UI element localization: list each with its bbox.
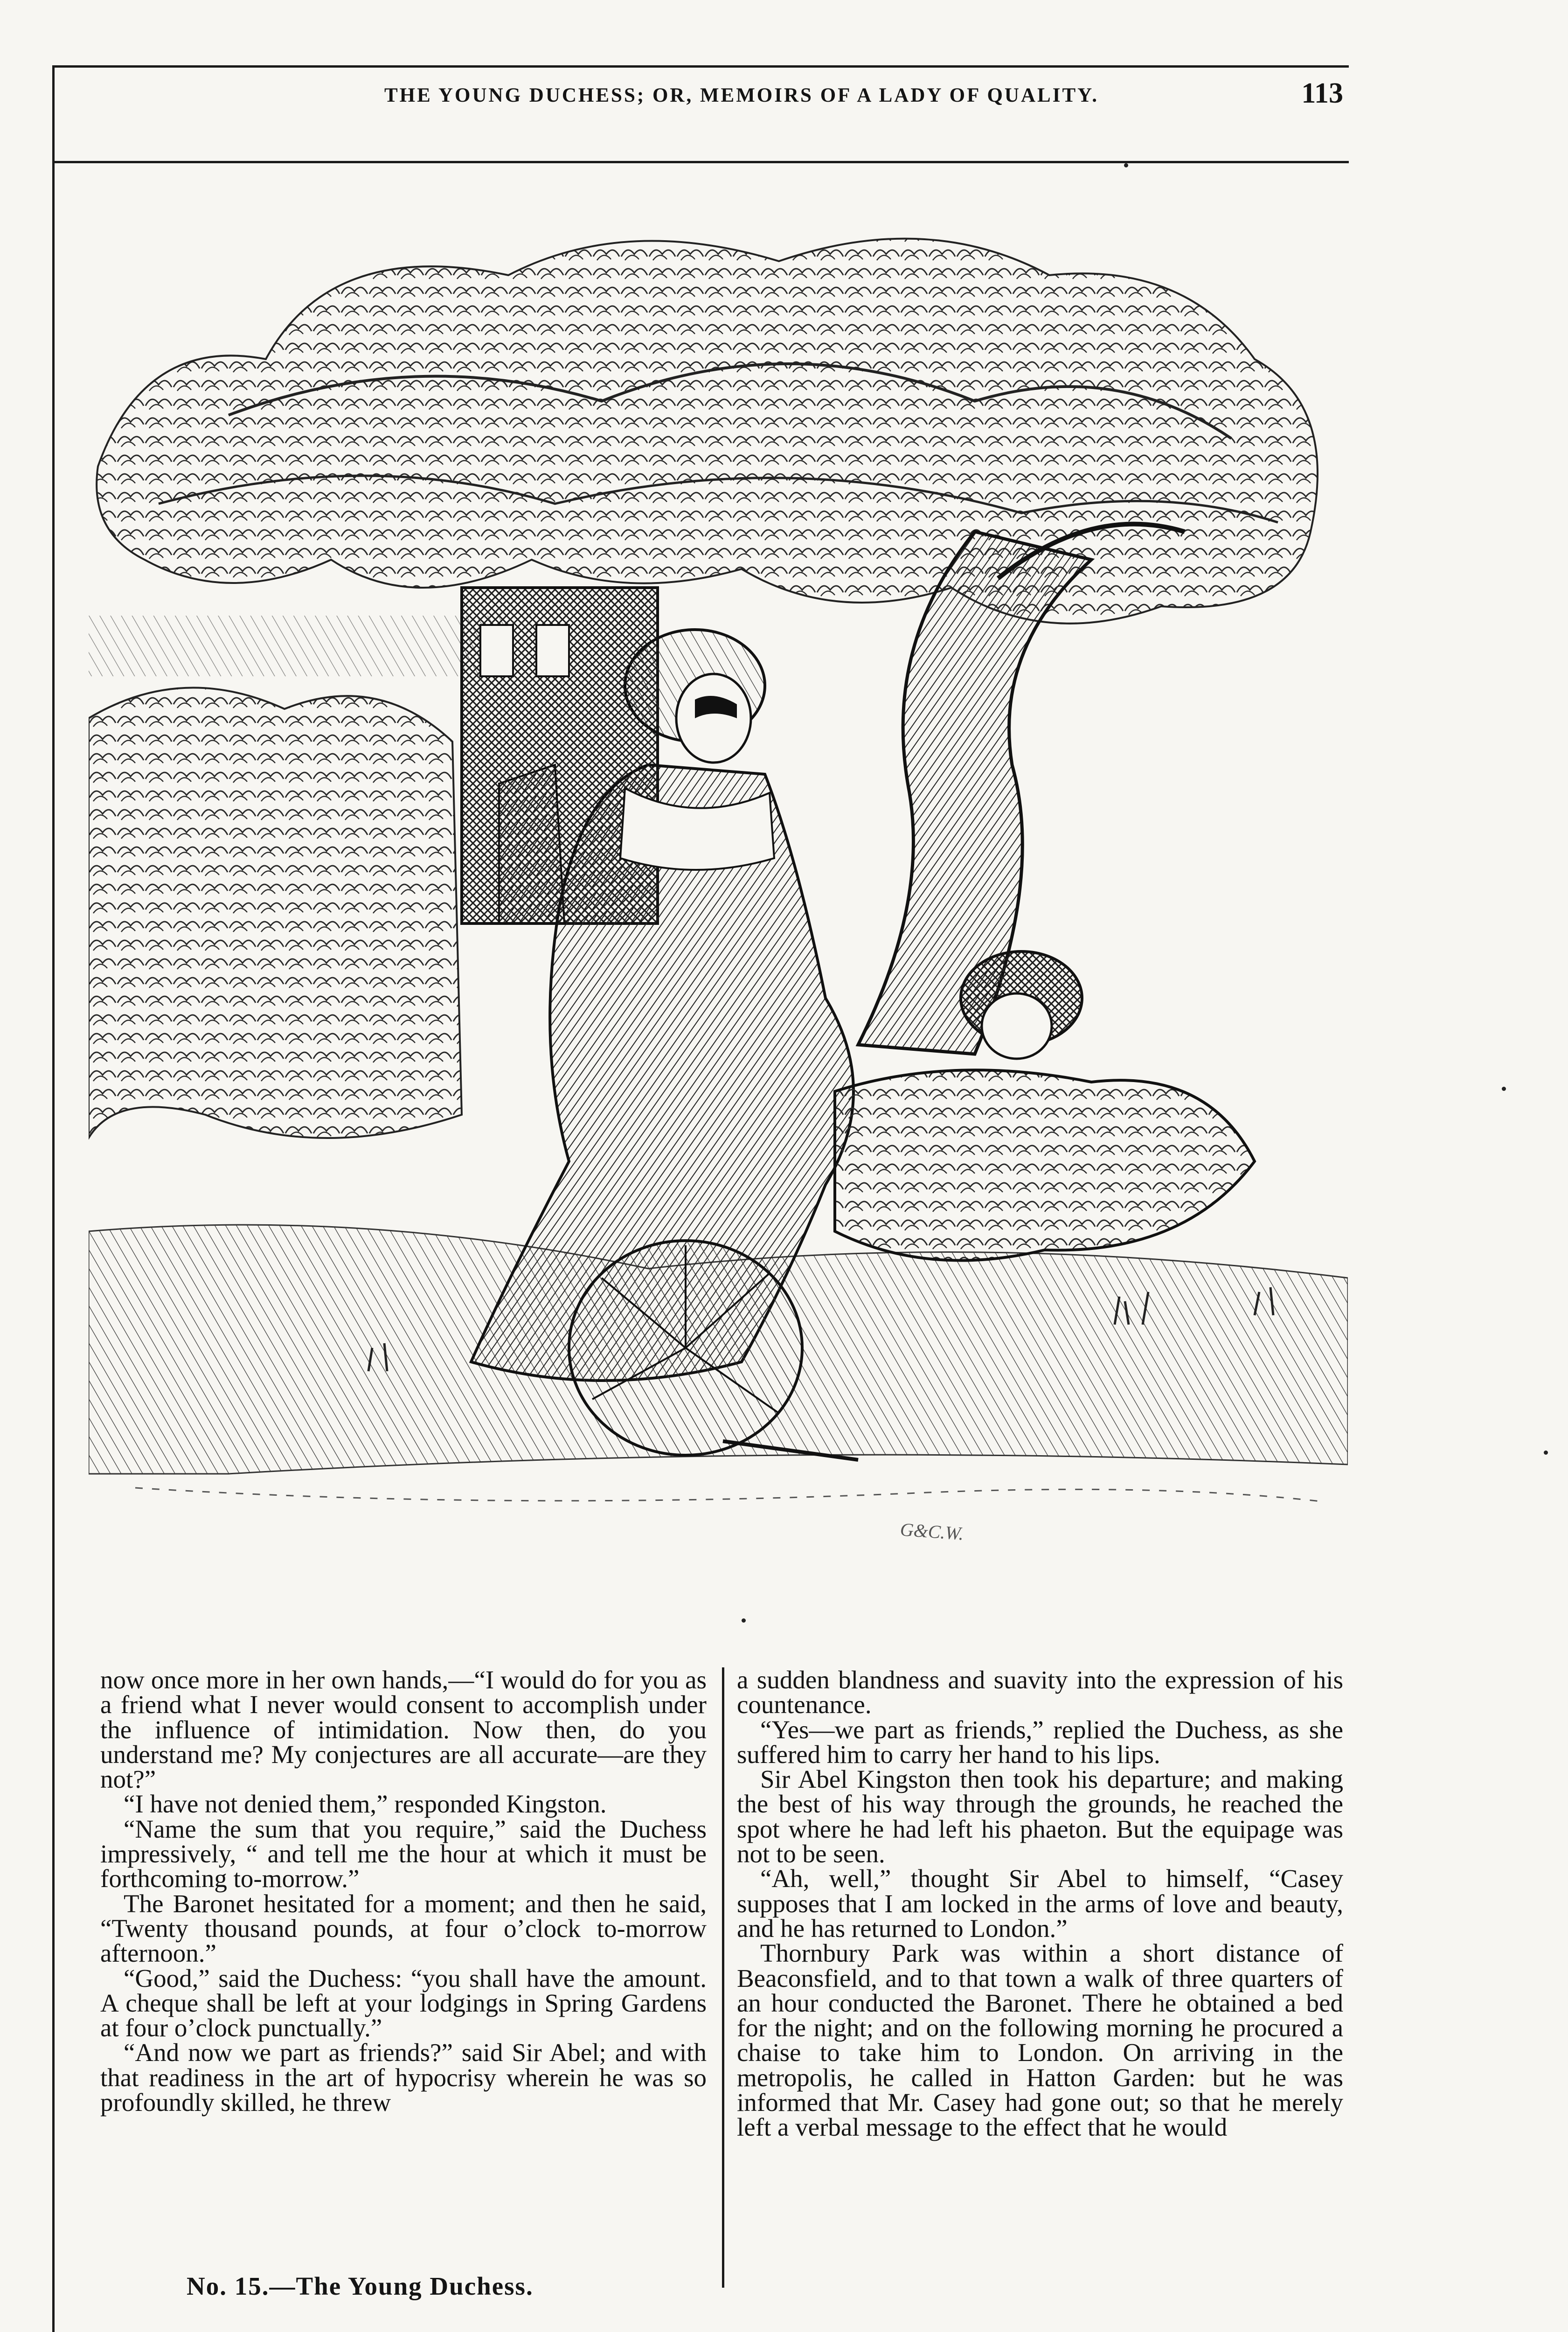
- dot: [1544, 1451, 1548, 1455]
- page-border-left: [52, 65, 55, 2332]
- signature-line: No. 15.—The Young Duchess.: [187, 2272, 534, 2300]
- reclining-figure-body: [835, 1070, 1255, 1260]
- paragraph: The Baronet hesitated for a moment; and then he said, “Twenty thousand pounds, at four o’clock to-morrow afternoon.”: [100, 1889, 707, 1968]
- header-rule: [52, 161, 1349, 163]
- paragraph: Sir Abel Kingston then took his departure; and making the best of his way through the grounds, he reached the spot where he had left his phaeton. But the equipage was not to be seen.: [737, 1765, 1343, 1868]
- page-number: 113: [1301, 77, 1343, 109]
- paragraph: a sudden blandness and suavity into the expression of his countenance.: [737, 1666, 1343, 1719]
- column-divider: [722, 1667, 724, 2288]
- running-head: THE YOUNG DUCHESS; OR, MEMOIRS OF A LADY OF QUALITY.: [384, 84, 1099, 106]
- right-column: [737, 1667, 1343, 2140]
- paragraph: “I have not denied them,” responded Kingston.: [124, 1790, 607, 1818]
- paragraph: “And now we part as friends?” said Sir Abel; and with that readiness in the art of hypocrisy wherein he was so profoundly skilled, he threw: [100, 2038, 707, 2117]
- paragraph: Thornbury Park was within a short distance of Beaconsfield, and to that town a walk of three quarters of an hour conducted the Baronet. There he obtained a bed for the night; and on the following morning he procured a chaise to take him to London. On arriving in the metropolis, he called in Hatton Garden: but he was informed that Mr. Casey had gone out; so that he merely left a verbal message to the effect that he would: [737, 1939, 1343, 2142]
- dot: [742, 1618, 746, 1623]
- illustration: [89, 205, 1348, 1604]
- paragraph: “Name the sum that you require,” said the Duchess impressively, “ and tell me the hour at which it must be forthcoming to-morrow.”: [100, 1814, 707, 1893]
- left-column: [100, 1667, 707, 2115]
- paragraph: “Good,” said the Duchess: “you shall have the amount. A cheque shall be left at your lodgings in Spring Gardens at four o’clock punctually.”: [100, 1964, 707, 2042]
- dot: [1124, 163, 1128, 167]
- engraving: [89, 205, 1348, 1604]
- engraver-mark: G&C.W.: [899, 1519, 964, 1544]
- paragraph: “Yes—we part as friends,” replied the Duchess, as she suffered him to carry her hand to his lips.: [737, 1715, 1343, 1769]
- paragraph: “Ah, well,” thought Sir Abel to himself, “Casey supposes that I am locked in the arms of love and beauty, and he has returned to London.”: [737, 1864, 1343, 1943]
- paragraph: now once more in her own hands,—“I would do for you as a friend what I never would consent to accomplish under the influence of intimidation. Now then, do you understand me? My conjectures are all accurate—are they not?”: [100, 1666, 707, 1794]
- page-border-top: [52, 65, 1349, 68]
- left-shrubs: [89, 688, 462, 1138]
- tree-canopy: [97, 239, 1318, 624]
- dot: [1502, 1087, 1506, 1091]
